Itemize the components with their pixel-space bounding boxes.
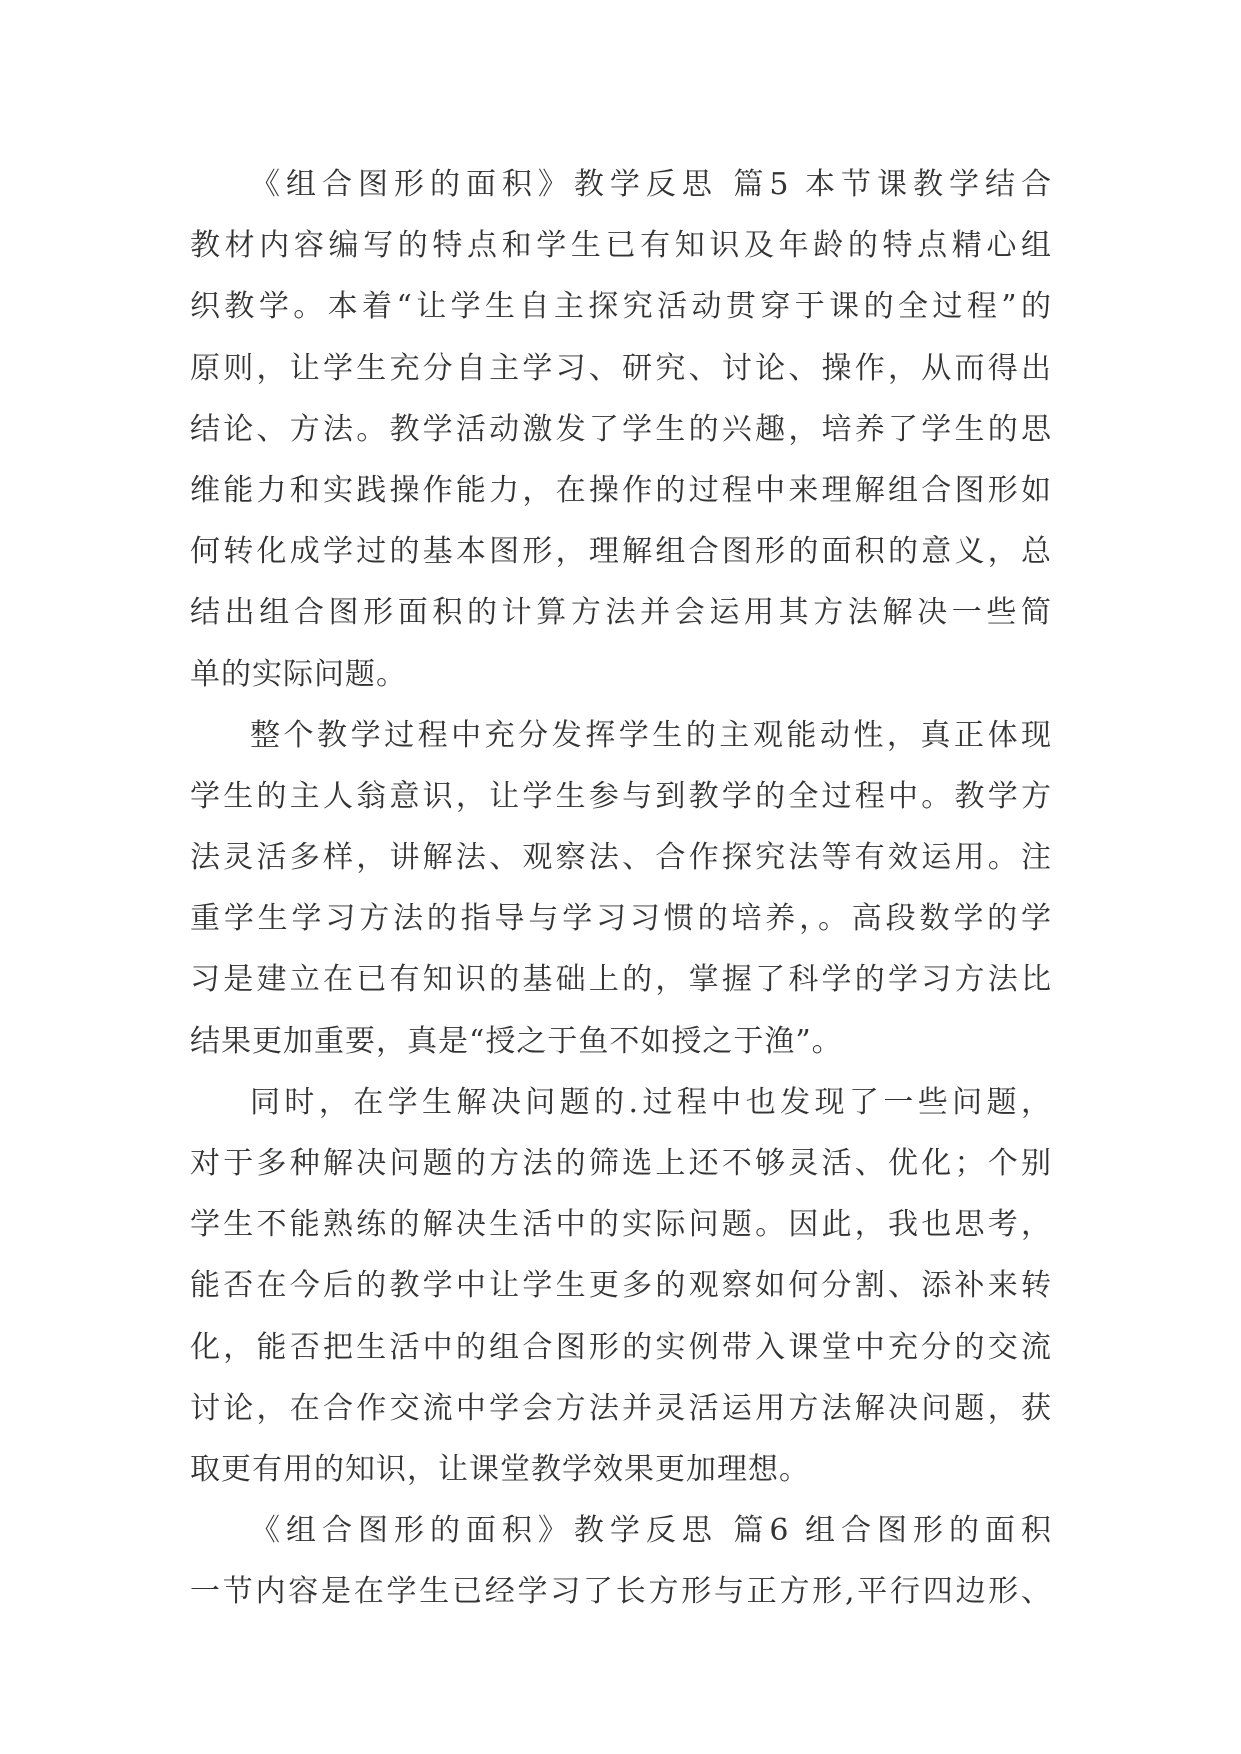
text-line: 原则，让学生充分自主学习、研究、讨论、操作，从而得出 [190, 350, 1052, 386]
text-line: 重学生学习方法的指导与学习习惯的培养，。高段数学的学 [190, 901, 1052, 937]
text-line: 法灵活多样，讲解法、观察法、合作探究法等有效运用。注 [190, 840, 1052, 876]
text-line: 结出组合图形面积的计算方法并会运用其方法解决一些简 [190, 595, 1052, 631]
text-line: 单的实际问题。 [190, 656, 407, 692]
text-line: 取更有用的知识，让课堂教学效果更加理想。 [190, 1451, 810, 1487]
text-line: 同时，在学生解决问题的.过程中也发现了一些问题， [250, 1084, 1052, 1120]
text-line: 能否在今后的教学中让学生更多的观察如何分割、添补来转 [190, 1268, 1052, 1304]
text-line: 对于多种解决问题的方法的筛选上还不够灵活、优化；个别 [190, 1146, 1052, 1181]
text-line: 一节内容是在学生已经学习了长方形与正方形,平行四边形、 [190, 1574, 1052, 1610]
text-line: 何转化成学过的基本图形，理解组合图形的面积的意义，总 [190, 534, 1052, 570]
text-line: 讨论，在合作交流中学会方法并灵活运用方法解决问题，获 [190, 1390, 1052, 1426]
document-body [190, 154, 1052, 1623]
text-line: 织教学。本着“让学生自主探究活动贯穿于课的全过程”的 [190, 289, 1052, 325]
text-line: 维能力和实践操作能力，在操作的过程中来理解组合图形如 [190, 472, 1052, 508]
text-line: 《组合图形的面积》教学反思 篇5 本节课教学结合 [250, 167, 1052, 202]
text-line: 结论、方法。教学活动激发了学生的兴趣，培养了学生的思 [190, 411, 1052, 447]
text-line: 整个教学过程中充分发挥学生的主观能动性，真正体现 [250, 717, 1052, 753]
text-line: 学生的主人翁意识，让学生参与到教学的全过程中。教学方 [190, 778, 1052, 814]
text-line: 《组合图形的面积》教学反思 篇6 组合图形的面积 [250, 1513, 1052, 1549]
text-line: 化，能否把生活中的组合图形的实例带入课堂中充分的交流 [190, 1329, 1052, 1365]
text-line: 教材内容编写的特点和学生已有知识及年龄的特点精心组 [190, 228, 1052, 264]
text-line: 结果更加重要，真是“授之于鱼不如授之于渔”。 [190, 1023, 843, 1059]
text-line: 习是建立在已有知识的基础上的，掌握了科学的学习方法比 [190, 962, 1052, 998]
text-line: 学生不能熟练的解决生活中的实际问题。因此，我也思考， [190, 1207, 1052, 1243]
